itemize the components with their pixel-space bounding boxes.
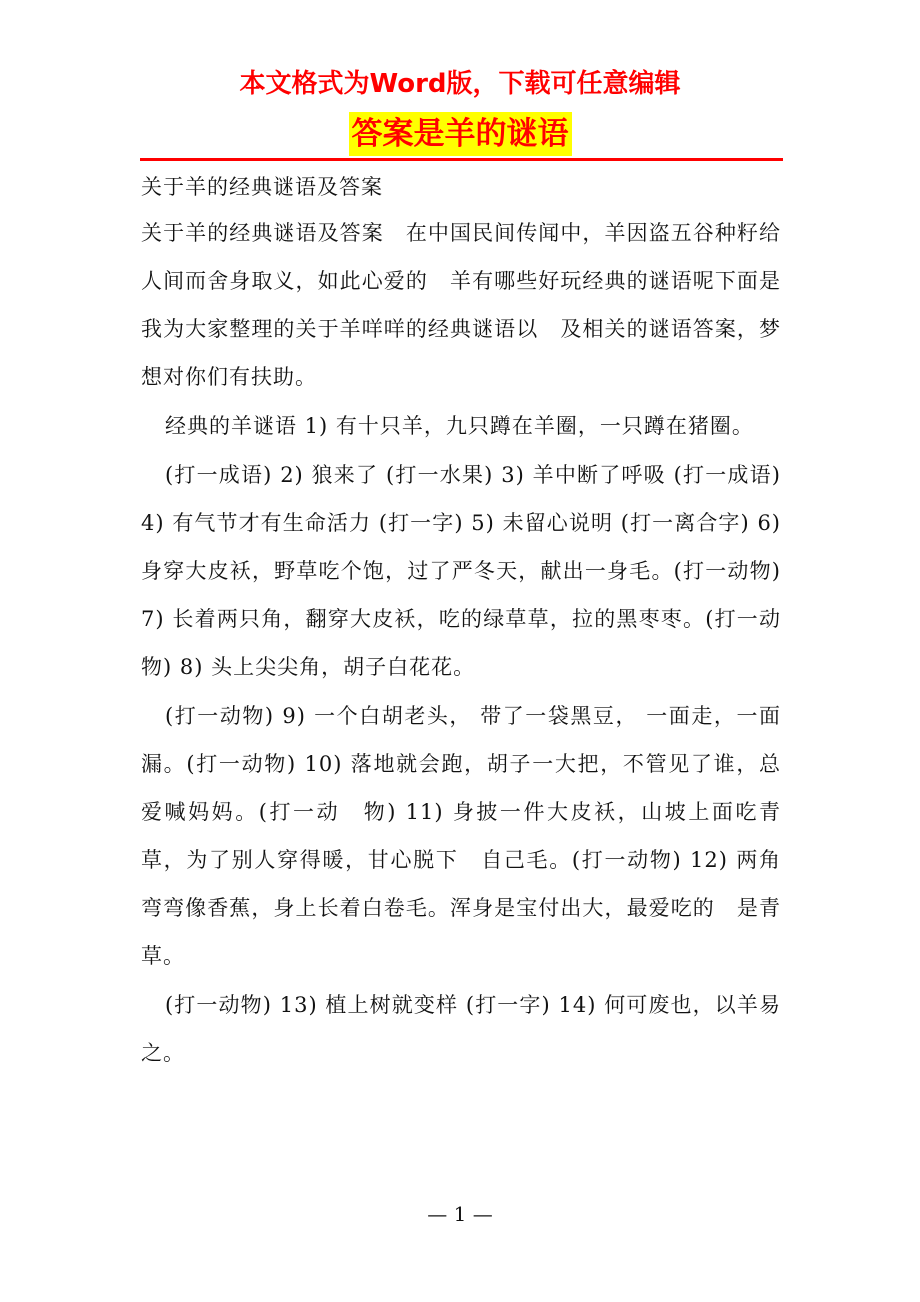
- paragraph-subtitle: 关于羊的经典谜语及答案: [141, 175, 383, 199]
- title-divider: [140, 158, 783, 161]
- paragraph-intro: 关于羊的经典谜语及答案 在中国民间传闻中，羊因盗五谷种籽给人间而舍身取义，如此心爱的 羊有哪些好玩经典的谜语呢下面是我为大家整理的关于羊咩咩的经典谜语以 及相关的谜语答案，梦想对你们有扶助。: [141, 221, 781, 389]
- paragraph-riddles-9-12: (打一动物) 9) 一个白胡老头， 带了一袋黑豆， 一面走，一面漏。(打一动物) 10) 落地就会跑，胡子一大把，不管见了谁，总爱喊妈妈。(打一动 物) 11) 身披一件大皮袄，山坡上面吃青草，为了别人穿得暖，甘心脱下 自己毛。(打一动物) 12) 两角弯弯像香蕉，身上长着白卷毛。浑身是宝付出大，最爱吃的 是青草。: [141, 704, 781, 968]
- paragraph-riddles-13-14: (打一动物) 13) 植上树就变样 (打一字) 14) 何可废也，以羊易之。: [141, 993, 781, 1065]
- paragraph-riddles-2-8: (打一成语) 2) 狼来了 (打一水果) 3) 羊中断了呼吸 (打一成语) 4) 有气节才有生命活力 (打一字) 5) 未留心说明 (打一离合字) 6) 身穿大皮袄，野草吃个饱，过了严冬天，献出一身毛。(打一动物) 7) 长着两只角，翻穿大皮袄，吃的绿草草，拉的黑枣枣。(打一动物) 8) 头上尖尖角，胡子白花花。: [141, 463, 781, 679]
- document-body: [141, 165, 781, 1077]
- format-banner: 本文格式为Word版，下载可任意编辑: [239, 69, 681, 99]
- title-container: [0, 112, 920, 156]
- paragraph-riddle-1: 经典的羊谜语 1) 有十只羊，九只蹲在羊圈，一只蹲在猪圈。: [165, 414, 754, 438]
- document-title: 答案是羊的谜语: [349, 112, 572, 156]
- page-number: — 1 —: [427, 1202, 493, 1226]
